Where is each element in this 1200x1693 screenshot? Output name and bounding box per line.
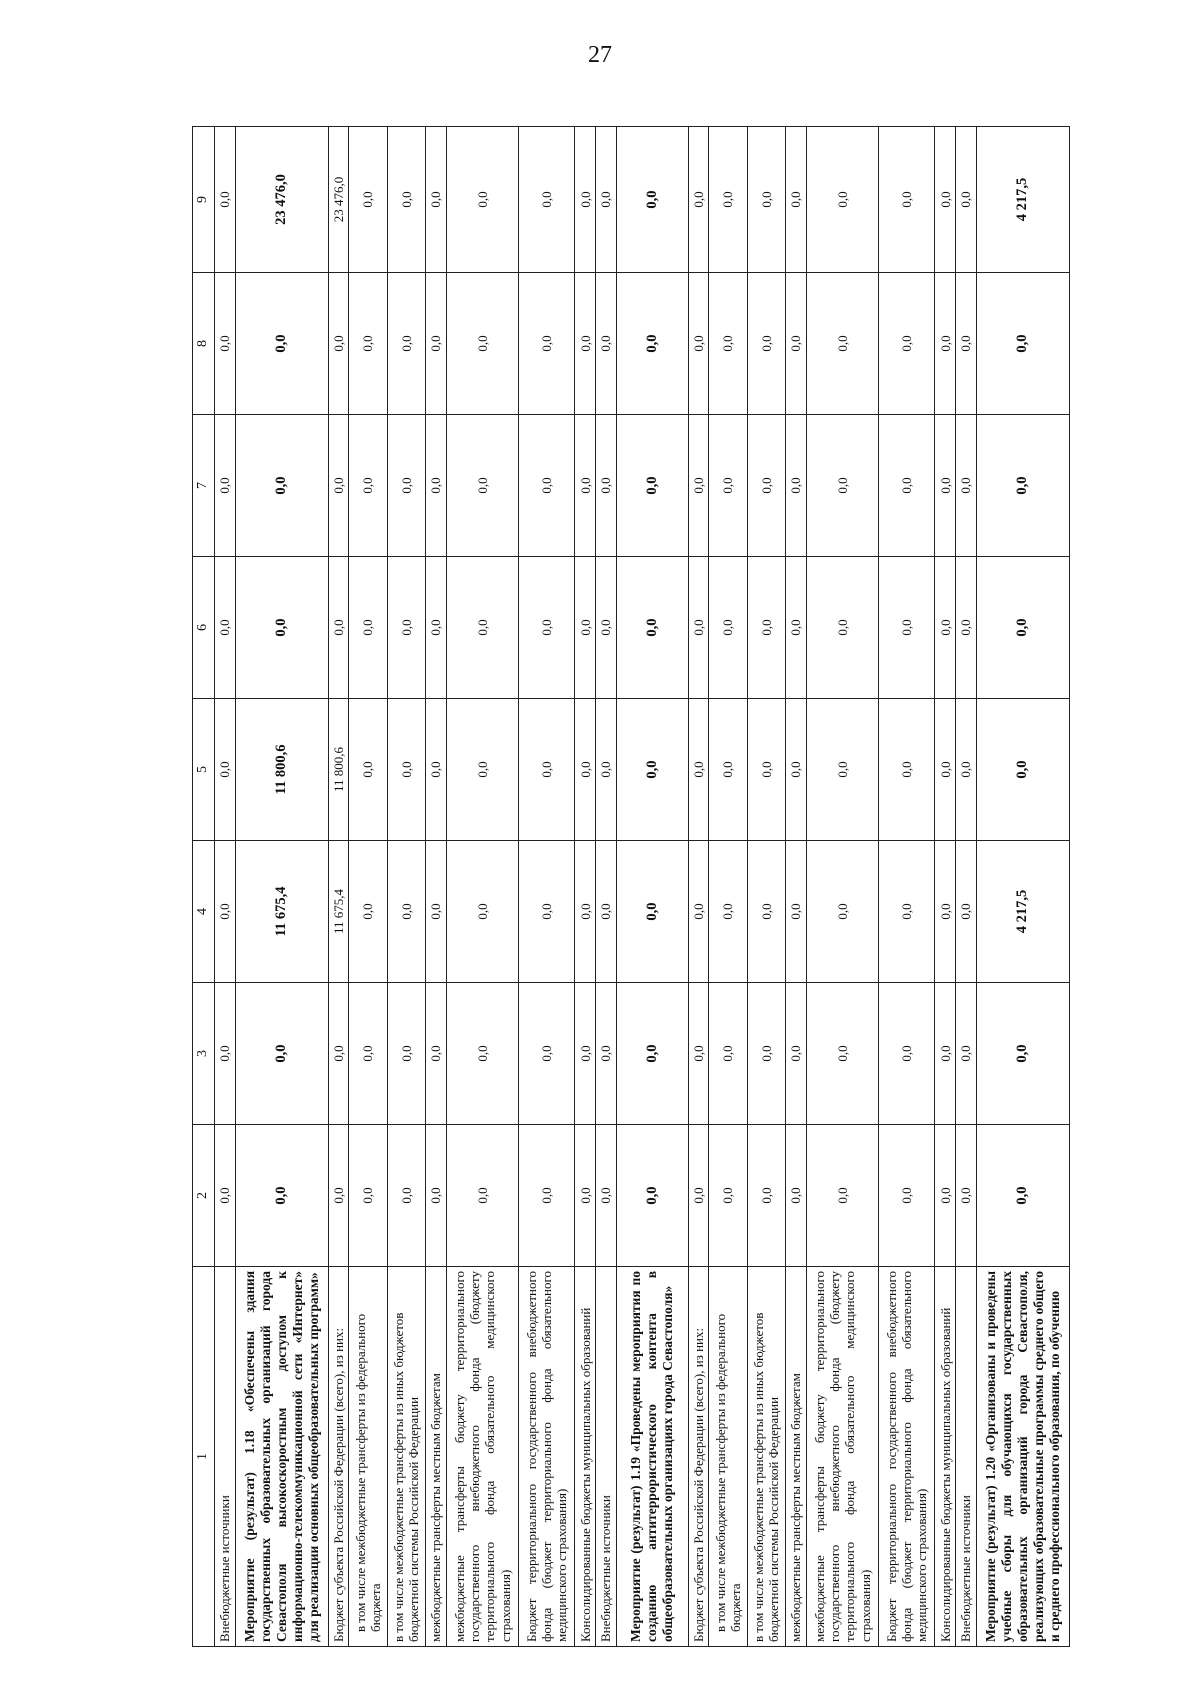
row-label-cell: Консолидированные бюджеты муниципальных образований (935, 1267, 956, 1647)
value-cell: 0,0 (747, 1125, 785, 1267)
value-cell: 0,0 (956, 841, 977, 983)
table-row (785, 127, 806, 1647)
value-cell: 0,0 (688, 841, 709, 983)
row-label-cell: Внебюджетные источники (214, 1267, 235, 1647)
value-cell: 0,0 (879, 127, 935, 273)
value-cell: 0,0 (935, 273, 956, 415)
value-cell: 0,0 (709, 415, 747, 557)
header-cell: 7 (193, 415, 215, 557)
value-cell: 0,0 (616, 273, 688, 415)
value-cell: 0,0 (425, 1125, 446, 1267)
value-cell: 0,0 (785, 983, 806, 1125)
page-number: 27 (588, 42, 612, 68)
table-row (879, 127, 935, 1647)
value-cell: 0,0 (688, 273, 709, 415)
value-cell: 0,0 (596, 127, 617, 273)
value-cell: 0,0 (935, 983, 956, 1125)
value-cell: 0,0 (575, 127, 596, 273)
header-cell: 1 (193, 1267, 215, 1647)
value-cell: 0,0 (214, 1125, 235, 1267)
value-cell: 0,0 (446, 841, 518, 983)
value-cell: 0,0 (519, 1125, 575, 1267)
value-cell: 11 675,4 (235, 841, 328, 983)
value-cell: 0,0 (425, 983, 446, 1125)
value-cell: 0,0 (575, 699, 596, 841)
row-label-cell: Мероприятие (результат) 1.18 «Обеспечены здания государственных образовательных организаций города Севастополя высокоскоростным доступом к информационно-телекоммуникационной сети «Интернет» для реализации основных общеобразовательных программ» (235, 1267, 328, 1647)
value-cell: 0,0 (747, 699, 785, 841)
value-cell: 0,0 (387, 415, 425, 557)
value-cell: 0,0 (956, 273, 977, 415)
value-cell: 0,0 (214, 841, 235, 983)
value-cell: 0,0 (879, 841, 935, 983)
value-cell: 0,0 (616, 1125, 688, 1267)
value-cell: 0,0 (446, 557, 518, 699)
table-row (688, 127, 709, 1647)
table-row (747, 127, 785, 1647)
value-cell: 0,0 (596, 1125, 617, 1267)
value-cell: 0,0 (387, 273, 425, 415)
value-cell: 0,0 (596, 557, 617, 699)
value-cell: 0,0 (349, 841, 387, 983)
value-cell: 0,0 (328, 1125, 349, 1267)
row-label-cell: межбюджетные трансферты местным бюджетам (425, 1267, 446, 1647)
value-cell: 0,0 (806, 699, 878, 841)
value-cell: 0,0 (519, 699, 575, 841)
row-label-cell: межбюджетные трансферты местным бюджетам (785, 1267, 806, 1647)
table-row (519, 127, 575, 1647)
table-row (956, 127, 977, 1647)
value-cell: 0,0 (349, 983, 387, 1125)
value-cell: 0,0 (596, 273, 617, 415)
value-cell: 0,0 (519, 127, 575, 273)
value-cell: 0,0 (387, 1125, 425, 1267)
value-cell: 0,0 (387, 699, 425, 841)
value-cell: 0,0 (785, 1125, 806, 1267)
value-cell: 0,0 (976, 415, 1069, 557)
value-cell: 0,0 (747, 127, 785, 273)
value-cell: 0,0 (519, 841, 575, 983)
value-cell: 0,0 (387, 983, 425, 1125)
row-label-cell: в том числе межбюджетные трансферты из иных бюджетов бюджетной системы Российской Федерации (387, 1267, 425, 1647)
value-cell: 0,0 (616, 557, 688, 699)
value-cell: 0,0 (328, 557, 349, 699)
value-cell: 11 800,6 (328, 699, 349, 841)
header-cell: 8 (193, 273, 215, 415)
value-cell: 0,0 (688, 1125, 709, 1267)
value-cell: 0,0 (519, 415, 575, 557)
header-cell: 6 (193, 557, 215, 699)
value-cell: 0,0 (976, 1125, 1069, 1267)
value-cell: 0,0 (328, 983, 349, 1125)
value-cell: 0,0 (785, 415, 806, 557)
table-row (976, 127, 1069, 1647)
value-cell: 0,0 (747, 983, 785, 1125)
value-cell: 0,0 (235, 983, 328, 1125)
value-cell: 0,0 (688, 415, 709, 557)
value-cell: 0,0 (214, 273, 235, 415)
value-cell: 0,0 (235, 557, 328, 699)
value-cell: 0,0 (446, 127, 518, 273)
value-cell: 0,0 (709, 983, 747, 1125)
value-cell: 0,0 (956, 557, 977, 699)
value-cell: 0,0 (425, 273, 446, 415)
table-row (575, 127, 596, 1647)
value-cell: 0,0 (425, 841, 446, 983)
table-row (425, 127, 446, 1647)
value-cell: 0,0 (747, 841, 785, 983)
row-label-cell: Консолидированные бюджеты муниципальных образований (575, 1267, 596, 1647)
table-row (446, 127, 518, 1647)
value-cell: 0,0 (425, 127, 446, 273)
value-cell: 0,0 (575, 1125, 596, 1267)
row-label-cell: Бюджет субъекта Российской Федерации (всего), из них: (688, 1267, 709, 1647)
value-cell: 0,0 (976, 699, 1069, 841)
value-cell: 0,0 (956, 983, 977, 1125)
value-cell: 23 476,0 (235, 127, 328, 273)
value-cell: 0,0 (616, 841, 688, 983)
value-cell: 0,0 (575, 415, 596, 557)
value-cell: 0,0 (349, 127, 387, 273)
table-row (214, 127, 235, 1647)
value-cell: 0,0 (446, 1125, 518, 1267)
value-cell: 0,0 (425, 557, 446, 699)
row-label-cell: Бюджет территориального государственного внебюджетного фонда (бюджет территориального фонда обязательного медицинского страхования) (519, 1267, 575, 1647)
value-cell: 0,0 (596, 699, 617, 841)
value-cell: 0,0 (935, 1125, 956, 1267)
value-cell: 0,0 (328, 273, 349, 415)
value-cell: 0,0 (235, 415, 328, 557)
value-cell: 0,0 (806, 557, 878, 699)
value-cell: 0,0 (935, 699, 956, 841)
header-cell: 2 (193, 1125, 215, 1267)
value-cell: 0,0 (747, 415, 785, 557)
header-cell: 9 (193, 127, 215, 273)
budget-table (192, 126, 1070, 1647)
value-cell: 0,0 (935, 841, 956, 983)
value-cell: 0,0 (214, 557, 235, 699)
table-row (935, 127, 956, 1647)
value-cell: 0,0 (575, 841, 596, 983)
table-row (387, 127, 425, 1647)
value-cell: 23 476,0 (328, 127, 349, 273)
value-cell: 0,0 (956, 1125, 977, 1267)
value-cell: 0,0 (806, 273, 878, 415)
row-label-cell: в том числе межбюджетные трансферты из иных бюджетов бюджетной системы Российской Федерации (747, 1267, 785, 1647)
value-cell: 0,0 (709, 127, 747, 273)
value-cell: 0,0 (214, 415, 235, 557)
value-cell: 0,0 (387, 841, 425, 983)
value-cell: 0,0 (235, 273, 328, 415)
value-cell: 0,0 (806, 983, 878, 1125)
value-cell: 0,0 (785, 273, 806, 415)
value-cell: 0,0 (785, 841, 806, 983)
value-cell: 11 675,4 (328, 841, 349, 983)
value-cell: 0,0 (349, 699, 387, 841)
value-cell: 0,0 (616, 127, 688, 273)
row-label-cell: Бюджет субъекта Российской Федерации (всего), из них: (328, 1267, 349, 1647)
value-cell: 0,0 (709, 841, 747, 983)
value-cell: 0,0 (879, 1125, 935, 1267)
row-label-cell: в том числе межбюджетные трансферты из федерального бюджета (349, 1267, 387, 1647)
value-cell: 0,0 (935, 127, 956, 273)
value-cell: 11 800,6 (235, 699, 328, 841)
value-cell: 0,0 (956, 699, 977, 841)
table-row (616, 127, 688, 1647)
table-row (349, 127, 387, 1647)
value-cell: 0,0 (976, 557, 1069, 699)
value-cell: 0,0 (976, 983, 1069, 1125)
value-cell: 0,0 (709, 699, 747, 841)
value-cell: 0,0 (879, 273, 935, 415)
value-cell: 0,0 (446, 273, 518, 415)
value-cell: 0,0 (214, 983, 235, 1125)
value-cell: 0,0 (956, 127, 977, 273)
value-cell: 0,0 (976, 273, 1069, 415)
value-cell: 0,0 (806, 1125, 878, 1267)
header-cell: 4 (193, 841, 215, 983)
value-cell: 0,0 (575, 983, 596, 1125)
value-cell: 0,0 (935, 557, 956, 699)
row-label-cell: межбюджетные трансферты бюджету территориального государственного внебюджетного фонда (бюджету территориального фонда обязательного медицинского страхования) (446, 1267, 518, 1647)
value-cell: 0,0 (616, 699, 688, 841)
row-label-cell: Внебюджетные источники (596, 1267, 617, 1647)
value-cell: 0,0 (806, 127, 878, 273)
value-cell: 0,0 (785, 699, 806, 841)
table-row (709, 127, 747, 1647)
value-cell: 0,0 (596, 415, 617, 557)
value-cell: 0,0 (349, 273, 387, 415)
value-cell: 0,0 (935, 415, 956, 557)
row-label-cell: Внебюджетные источники (956, 1267, 977, 1647)
value-cell: 0,0 (596, 983, 617, 1125)
header-cell: 5 (193, 699, 215, 841)
value-cell: 0,0 (425, 415, 446, 557)
value-cell: 0,0 (879, 415, 935, 557)
table-row (235, 127, 328, 1647)
row-label-cell: Мероприятие (результат) 1.20 «Организованы и проведены учебные сборы для обучающихся государственных образовательных организаций города Севастополя, реализующих образовательные программы среднего общего и среднего профессионального образования, по обучению (976, 1267, 1069, 1647)
value-cell: 0,0 (747, 273, 785, 415)
value-cell: 0,0 (688, 127, 709, 273)
value-cell: 0,0 (519, 273, 575, 415)
value-cell: 0,0 (879, 699, 935, 841)
table-header-row (193, 127, 215, 1647)
value-cell: 0,0 (688, 557, 709, 699)
value-cell: 0,0 (806, 841, 878, 983)
value-cell: 0,0 (214, 699, 235, 841)
value-cell: 0,0 (688, 983, 709, 1125)
value-cell: 0,0 (616, 415, 688, 557)
rotated-table-frame (192, 127, 1070, 1647)
table-row (596, 127, 617, 1647)
value-cell: 0,0 (688, 699, 709, 841)
value-cell: 0,0 (709, 557, 747, 699)
value-cell: 0,0 (879, 557, 935, 699)
row-label-cell: Бюджет территориального государственного внебюджетного фонда (бюджет территориального фонда обязательного медицинского страхования) (879, 1267, 935, 1647)
value-cell: 0,0 (956, 415, 977, 557)
value-cell: 0,0 (235, 1125, 328, 1267)
value-cell: 0,0 (616, 983, 688, 1125)
value-cell: 0,0 (785, 557, 806, 699)
value-cell: 0,0 (596, 841, 617, 983)
row-label-cell: межбюджетные трансферты бюджету территориального государственного внебюджетного фонда (бюджету территориального фонда обязательного медицинского страхования) (806, 1267, 878, 1647)
value-cell: 0,0 (575, 557, 596, 699)
value-cell: 0,0 (328, 415, 349, 557)
value-cell: 0,0 (446, 983, 518, 1125)
value-cell: 0,0 (747, 557, 785, 699)
value-cell: 0,0 (785, 127, 806, 273)
value-cell: 0,0 (446, 699, 518, 841)
value-cell: 0,0 (575, 273, 596, 415)
value-cell: 0,0 (709, 273, 747, 415)
value-cell: 4 217,5 (976, 841, 1069, 983)
value-cell: 0,0 (349, 557, 387, 699)
value-cell: 0,0 (806, 415, 878, 557)
header-cell: 3 (193, 983, 215, 1125)
value-cell: 0,0 (519, 557, 575, 699)
value-cell: 0,0 (349, 1125, 387, 1267)
value-cell: 0,0 (709, 1125, 747, 1267)
value-cell: 0,0 (879, 983, 935, 1125)
table-row (328, 127, 349, 1647)
value-cell: 0,0 (214, 127, 235, 273)
row-label-cell: Мероприятие (результат) 1.19 «Проведены мероприятия по созданию антитеррористического контента в общеобразовательных организациях города Севастополя» (616, 1267, 688, 1647)
value-cell: 0,0 (387, 557, 425, 699)
value-cell: 0,0 (446, 415, 518, 557)
table-row (806, 127, 878, 1647)
value-cell: 0,0 (349, 415, 387, 557)
value-cell: 0,0 (519, 983, 575, 1125)
value-cell: 4 217,5 (976, 127, 1069, 273)
value-cell: 0,0 (425, 699, 446, 841)
value-cell: 0,0 (387, 127, 425, 273)
row-label-cell: в том числе межбюджетные трансферты из федерального бюджета (709, 1267, 747, 1647)
